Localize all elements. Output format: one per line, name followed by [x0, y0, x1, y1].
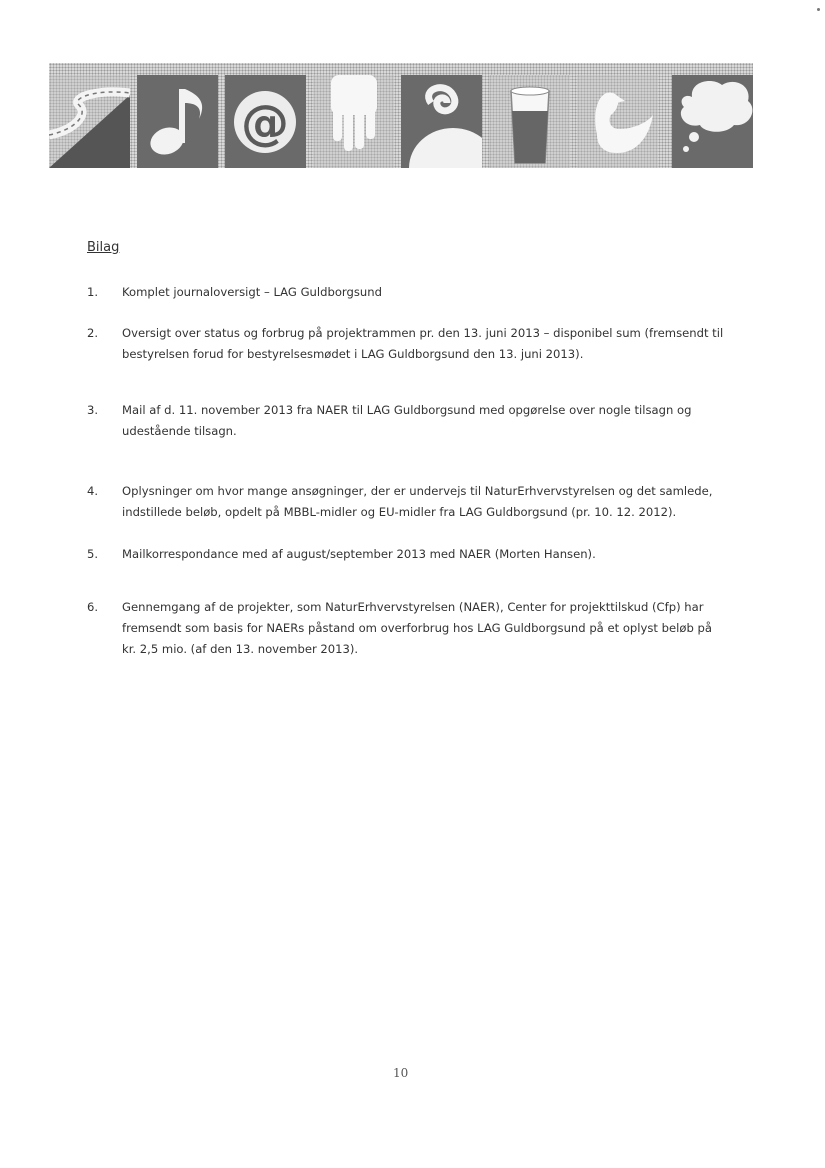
- list-item: [87, 481, 727, 523]
- road-icon: [49, 75, 130, 168]
- list-item: [87, 323, 727, 365]
- snail-icon: [401, 75, 482, 168]
- list-item: [87, 400, 727, 442]
- list-item-number: 6.: [87, 600, 99, 614]
- list-item-number: 3.: [87, 403, 99, 417]
- header-banner: [49, 63, 753, 168]
- hand-icon: [313, 75, 394, 168]
- banner-icon-strip: [49, 75, 753, 168]
- svg-text:@: @: [241, 95, 289, 151]
- scan-speck: [817, 8, 820, 11]
- list-item-text: Oversigt over status og forbrug på projektrammen pr. den 13. juni 2013 – disponibel sum (fremsendt til bestyrelsen forud for bestyrelsesmødet i LAG Guldborgsund den 13. juni 2013).: [122, 326, 724, 361]
- page-heading: Bilag: [87, 240, 120, 255]
- music-note-icon: [137, 75, 218, 168]
- speech-bubble-icon: [672, 75, 753, 168]
- list-item: [87, 282, 727, 303]
- list-item-text: Komplet journaloversigt – LAG Guldborgsund: [122, 285, 382, 299]
- list-item: [87, 597, 727, 660]
- at-sign-icon: [225, 75, 306, 168]
- list-item-text: Mailkorrespondance med af august/september 2013 med NAER (Morten Hansen).: [122, 547, 596, 561]
- list-item-number: 5.: [87, 547, 99, 561]
- list-item-number: 2.: [87, 326, 99, 340]
- list-item-text: Gennemgang af de projekter, som NaturErhvervstyrelsen (NAER), Center for projekttilskud (Cfp) har fremsendt som basis for NAERs påstand om overforbrug hos LAG Guldborgsund på et oplyst beløb på kr. 2,5 mio. (af den 13. november 2013).: [122, 600, 712, 656]
- swan-icon: [577, 75, 658, 168]
- list-item: [87, 544, 727, 565]
- page-number: 10: [393, 1066, 409, 1080]
- list-item-text: Oplysninger om hvor mange ansøgninger, der er undervejs til NaturErhvervstyrelsen og det samlede, indstillede beløb, opdelt på MBBL-midler og EU-midler fra LAG Guldborgsund (pr. 10. 12. 2012).: [122, 484, 713, 519]
- list-item-number: 4.: [87, 484, 99, 498]
- list-item-number: 1.: [87, 285, 99, 299]
- glass-icon: [489, 75, 570, 168]
- list-item-text: Mail af d. 11. november 2013 fra NAER til LAG Guldborgsund med opgørelse over nogle tilsagn og udestående tilsagn.: [122, 403, 692, 438]
